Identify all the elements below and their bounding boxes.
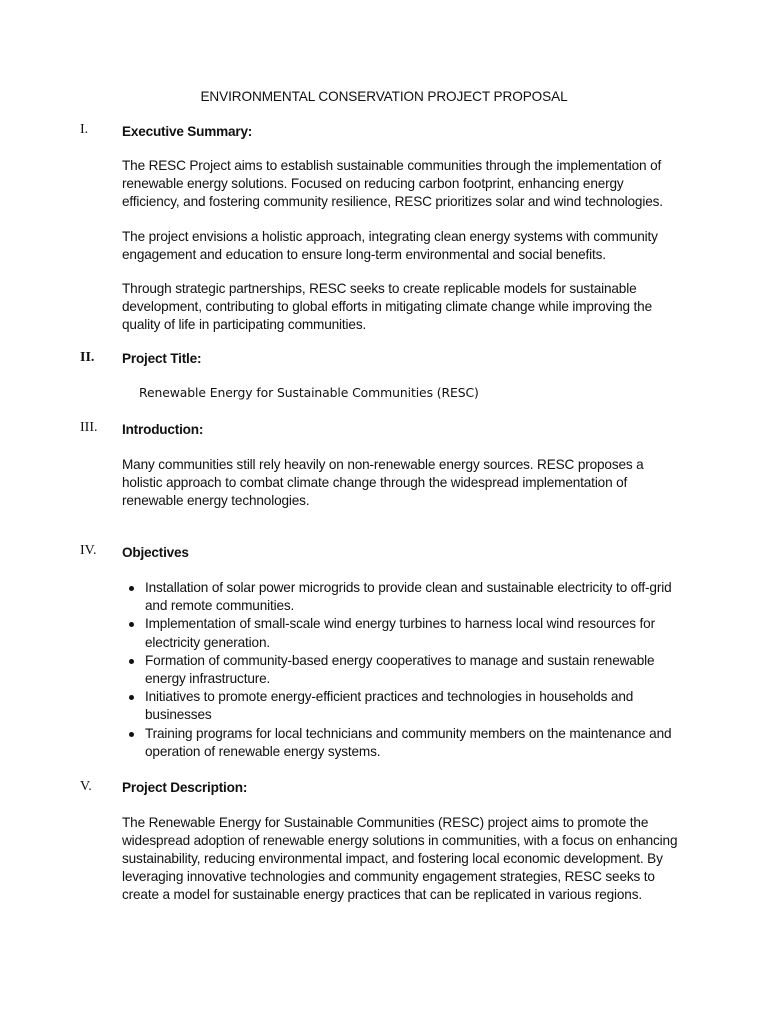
section-numeral-1: I.: [80, 122, 89, 137]
section-numeral-5: V.: [80, 779, 92, 794]
project-title-text: Renewable Energy for Sustainable Communities (RESC): [139, 385, 479, 400]
executive-summary-paragraph-2: The project envisions a holistic approach, integrating clean energy systems with community engagement and education to ensure long-term environmental and social benefits.: [122, 229, 658, 262]
objectives-list: [122, 579, 682, 761]
list-item: Formation of community-based energy cooperatives to manage and sustain renewable energy infrastructure.: [122, 652, 682, 688]
list-item: Initiatives to promote energy-efficient practices and technologies in households and businesses: [122, 688, 682, 724]
document-title: ENVIRONMENTAL CONSERVATION PROJECT PROPOSAL: [200, 89, 568, 104]
project-description-paragraph: The Renewable Energy for Sustainable Communities (RESC) project aims to promote the widespread adoption of renewable energy solutions in communities, with a focus on enhancing sustainability, reducing environmental impact, and fostering local economic development. By leveraging innovative technologies and community engagement strategies, RESC seeks to create a model for sustainable energy practices that can be replicated in various regions.: [122, 815, 678, 902]
section-heading-executive-summary: Executive Summary:: [122, 124, 253, 139]
section-heading-introduction: Introduction:: [122, 422, 204, 437]
list-item: Training programs for local technicians and community members on the maintenance and operation of renewable energy systems.: [122, 725, 682, 761]
executive-summary-paragraph-1: The RESC Project aims to establish sustainable communities through the implementation of renewable energy solutions. Focused on reducing carbon footprint, enhancing energy efficiency, and fostering community resilience, RESC prioritizes solar and wind technologies.: [122, 158, 663, 209]
list-item: Installation of solar power microgrids to provide clean and sustainable electricity to off-grid and remote communities.: [122, 579, 682, 615]
section-numeral-4: IV.: [80, 543, 97, 558]
list-item: Implementation of small-scale wind energy turbines to harness local wind resources for electricity generation.: [122, 615, 682, 651]
section-heading-project-description: Project Description:: [122, 780, 248, 795]
executive-summary-paragraph-3: Through strategic partnerships, RESC seeks to create replicable models for sustainable development, contributing to global efforts in mitigating climate change while improving the quality of life in participating communities.: [122, 281, 653, 332]
section-numeral-3: III.: [80, 420, 98, 435]
section-numeral-2: II.: [80, 350, 95, 365]
section-heading-objectives: Objectives: [122, 545, 189, 560]
introduction-paragraph: Many communities still rely heavily on non-renewable energy sources. RESC proposes a holistic approach to combat climate change through the widespread implementation of renewable energy technologies.: [122, 457, 644, 508]
section-heading-project-title: Project Title:: [122, 351, 202, 366]
